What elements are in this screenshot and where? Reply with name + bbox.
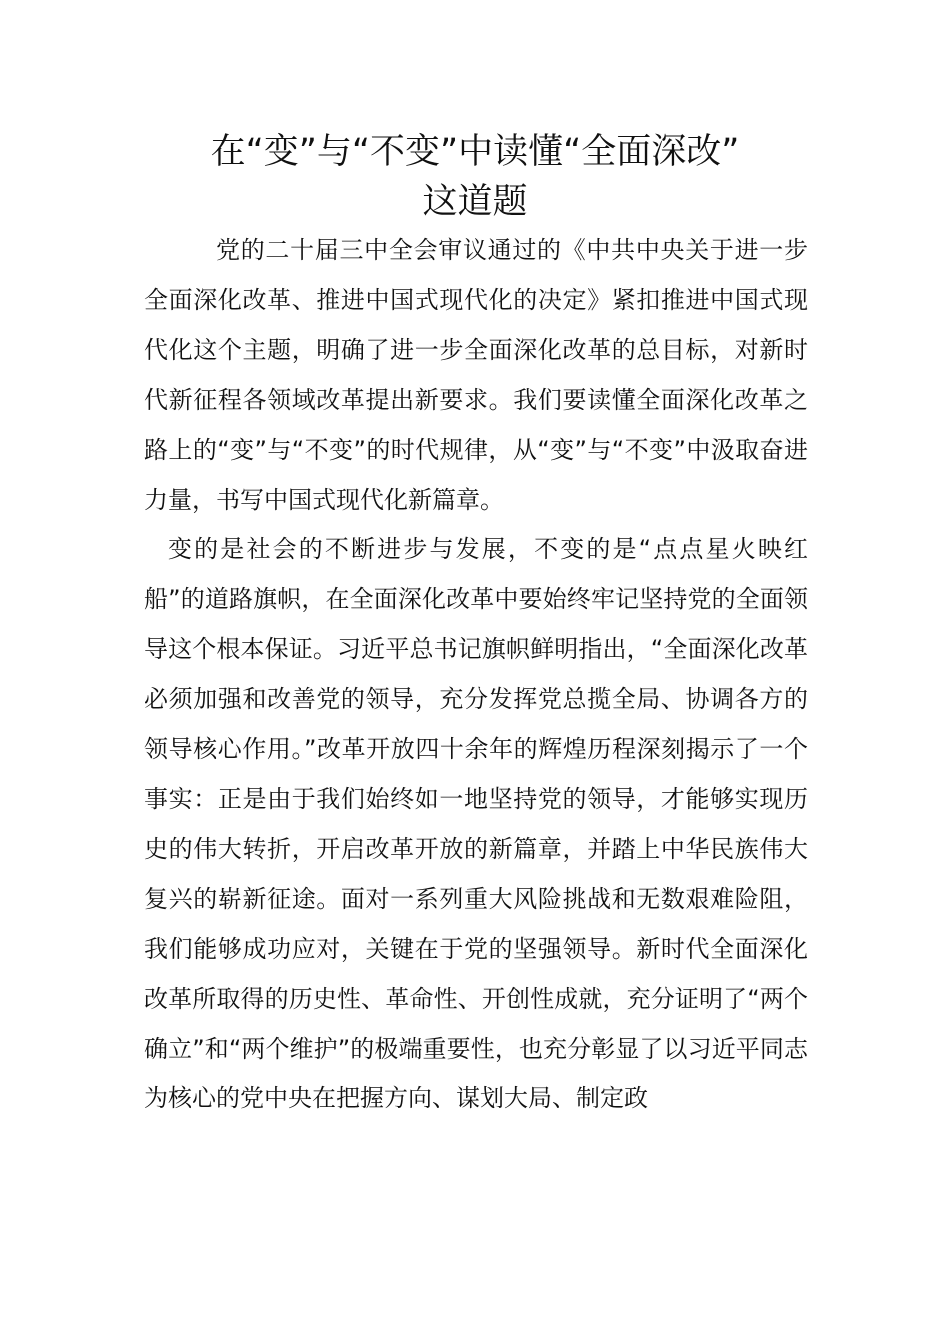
body-paragraph-1: 党的二十届三中全会审议通过的《中共中央关于进一步全面深化改革、推进中国式现代化的决定》紧扣推进中国式现代化这个主题，明确了进一步全面深化改革的总目标，对新时代新征程各领域改革提出新要求。我们要读懂全面深化改革之路上的“变”与“不变”的时代规律，从“变”与“不变”中汲取奋进力量，书写中国式现代化新篇章。	[144, 236, 808, 514]
document-body	[144, 226, 808, 1124]
body-paragraph-2: 变的是社会的不断进步与发展，不变的是“点点星火映红船”的道路旗帜，在全面深化改革中要始终牢记坚持党的全面领导这个根本保证。习近平总书记旗帜鲜明指出，“全面深化改革必须加强和改善党的领导，充分发挥党总揽全局、协调各方的领导核心作用。”改革开放四十余年的辉煌历程深刻揭示了一个事实：正是由于我们始终如一地坚持党的领导，才能够实现历史的伟大转折，开启改革开放的新篇章，并踏上中华民族伟大复兴的崭新征途。面对一系列重大风险挑战和无数艰难险阻，我们能够成功应对，关键在于党的坚强领导。新时代全面深化改革所取得的历史性、革命性、开创性成就，充分证明了“两个确立”和“两个维护”的极端重要性，也充分彰显了以习近平同志为核心的党中央在把握方向、谋划大局、制定政	[144, 535, 808, 1113]
document-title-line-1: 在“变”与“不变”中读懂“全面深改”	[210, 132, 740, 172]
document-title-line-2: 这道题	[422, 182, 528, 222]
